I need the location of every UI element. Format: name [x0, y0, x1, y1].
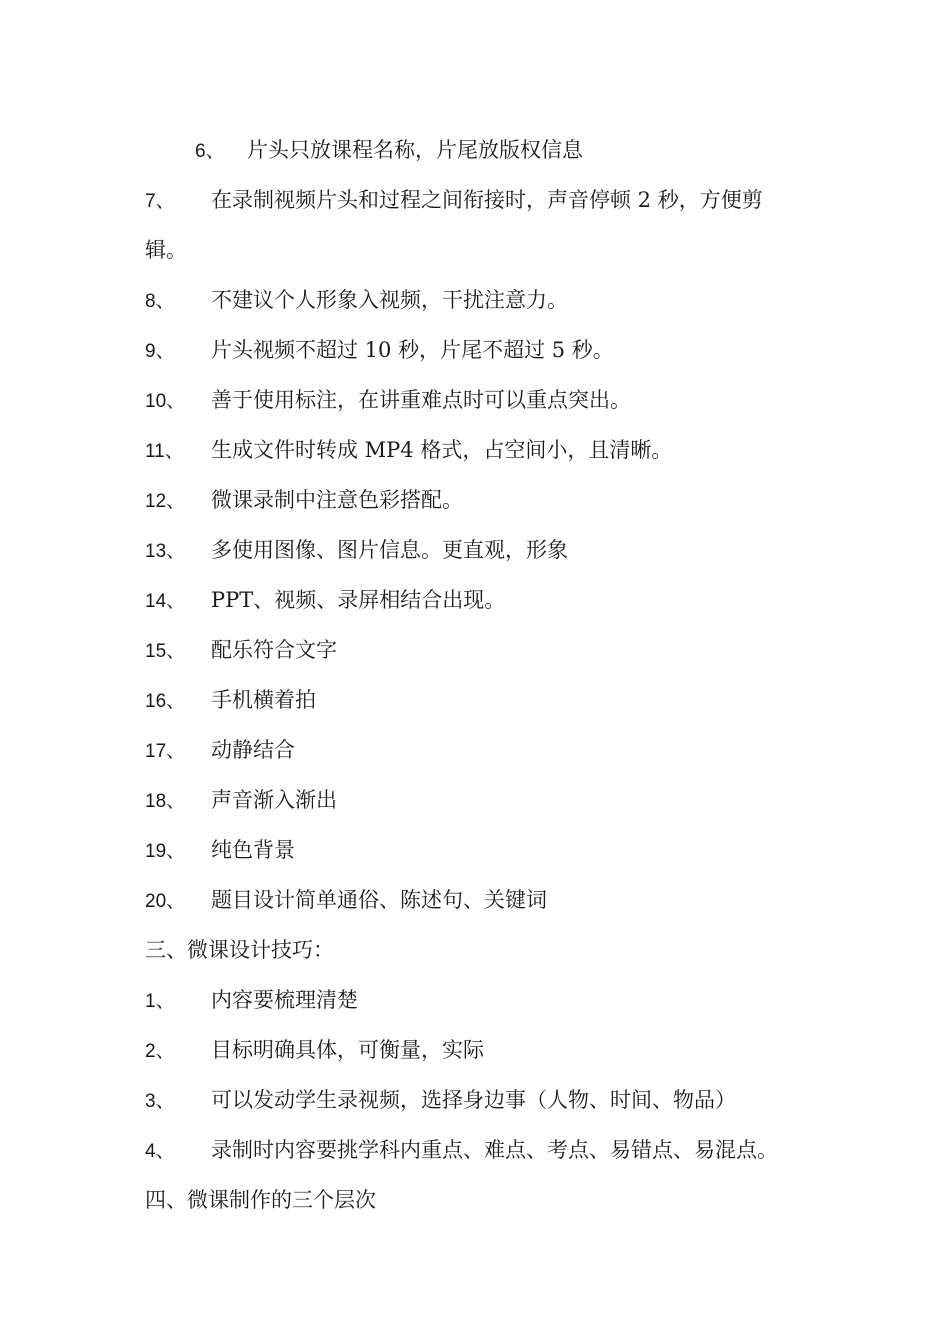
list-text: 动静结合: [211, 738, 295, 762]
list-item-7-continuation: [145, 236, 187, 264]
list-item: [145, 336, 614, 366]
list-item: [145, 486, 463, 516]
list-item: [145, 836, 295, 866]
list-text: 题目设计简单通俗、陈述句、关键词: [211, 888, 547, 912]
list-number: 16、: [145, 691, 186, 712]
list-text: 片头视频不超过 10 秒，片尾不超过 5 秒。: [211, 338, 614, 362]
list-number: 9、: [145, 341, 175, 362]
list-text: 善于使用标注，在讲重难点时可以重点突出。: [211, 388, 631, 412]
section-heading-3: 三、微课设计技巧：: [145, 938, 334, 962]
list-item: [145, 286, 568, 316]
list-item: [145, 786, 337, 816]
list-number: 15、: [145, 641, 186, 662]
list-item: [145, 686, 316, 716]
list-text: 手机横着拍: [211, 688, 316, 712]
list-text: 可以发动学生录视频，选择身边事（人物、时间、物品）: [211, 1088, 736, 1112]
list-text: 辑。: [145, 238, 187, 262]
list-text: 内容要梳理清楚: [211, 988, 358, 1012]
list-item: [145, 1036, 484, 1066]
list-text: 多使用图像、图片信息。更直观，形象: [211, 538, 568, 562]
list-number: 13、: [145, 541, 186, 562]
list-number: 19、: [145, 841, 186, 862]
list-item: [145, 986, 358, 1016]
list-item-7: [145, 186, 763, 216]
list-text: 片头只放课程名称，片尾放版权信息: [247, 138, 583, 162]
list-number: 1、: [145, 991, 175, 1012]
list-number: 2、: [145, 1041, 175, 1062]
list-number: 7、: [145, 191, 175, 212]
list-number: 20、: [145, 891, 186, 912]
list-number: 14、: [145, 591, 186, 612]
list-number: 18、: [145, 791, 186, 812]
list-item: [145, 586, 505, 616]
list-item: [145, 436, 672, 466]
list-item: [145, 1086, 736, 1116]
list-number: 8、: [145, 291, 175, 312]
list-number: 10、: [145, 391, 186, 412]
list-item: [145, 736, 295, 766]
list-item: [145, 636, 337, 666]
list-number: 4、: [145, 1141, 175, 1162]
list-text: 配乐符合文字: [211, 638, 337, 662]
list-item: [145, 386, 631, 416]
list-text: PPT、视频、录屏相结合出现。: [211, 588, 506, 612]
list-text: 声音渐入渐出: [211, 788, 337, 812]
list-number: 6、: [195, 141, 225, 162]
list-text: 录制时内容要挑学科内重点、难点、考点、易错点、易混点。: [211, 1138, 778, 1162]
list-item: [145, 1136, 778, 1166]
list-number: 3、: [145, 1091, 175, 1112]
list-number: 11、: [145, 441, 184, 462]
list-text: 纯色背景: [211, 838, 295, 862]
list-text: 生成文件时转成 MP4 格式，占空间小，且清晰。: [211, 438, 673, 462]
section-heading-4: 四、微课制作的三个层次: [145, 1188, 376, 1212]
list-item-6: [195, 136, 583, 166]
list-number: 12、: [145, 491, 186, 512]
list-text: 在录制视频片头和过程之间衔接时，声音停顿 2 秒，方便剪: [211, 188, 763, 212]
list-item: [145, 886, 547, 916]
list-text: 目标明确具体，可衡量，实际: [211, 1038, 484, 1062]
list-number: 17、: [145, 741, 186, 762]
list-text: 微课录制中注意色彩搭配。: [211, 488, 463, 512]
list-item: [145, 536, 568, 566]
list-text: 不建议个人形象入视频，干扰注意力。: [211, 288, 568, 312]
